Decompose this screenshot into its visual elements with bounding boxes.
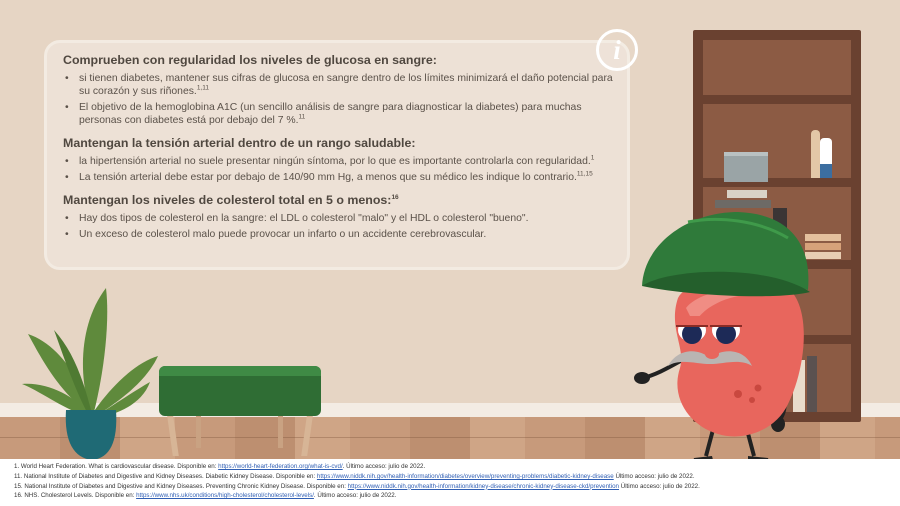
section-heading-cholesterol: Mantengan los niveles de colesterol total en 5 o menos:$^{16}$ xyxy=(63,193,399,207)
reference-link[interactable]: https://www.niddk.nih.gov/health-information/kidney-disease/chronic-kidney-disease-ckd/prevention xyxy=(347,482,619,490)
footnote-1: 1. World Heart Federation. What is cardiovascular disease. Disponible en: https://world-heart-federation.org/what-is-cvd/. Último acceso: julio de 2022. xyxy=(14,463,426,470)
footnote-11: 11. National Institute of Diabetes and Digestive and Kidney Diseases. Diabetic Kidney Disease. Disponible en: https://www.niddk.nih.gov/health-information/diabetes/overview/preventing-problems/diabetic-kidney-disease Último acceso: julio de 2022. xyxy=(14,472,695,480)
section-heading-glucose: Comprueben con regularidad los niveles de glucosa en sangre: xyxy=(63,53,437,67)
bullet-list-blood-pressure xyxy=(63,155,613,184)
bullet-list-cholesterol xyxy=(63,212,613,241)
list-item: • La tensión arterial debe estar por debajo de 140/90 mm Hg, a menos que su médico les indique lo contrario.$^{11,15}$ xyxy=(65,170,593,183)
reference-link[interactable]: https://www.nhs.uk/conditions/high-cholesterol/cholesterol-levels/ xyxy=(136,492,314,500)
list-item: • El objetivo de la hemoglobina A1C (un sencillo análisis de sangre para diagnosticar la diabetes) para muchas personas con diabetes está por debajo del 7 %.$^{11}$ xyxy=(65,102,582,126)
reference-link[interactable]: https://world-heart-federation.org/what-is-cvd/ xyxy=(218,463,343,470)
list-item: • Un exceso de colesterol malo puede provocar un infarto o un accidente cerebrovascular. xyxy=(65,229,487,240)
info-card xyxy=(44,40,630,270)
bullet-list-glucose xyxy=(63,72,613,127)
list-item: • la hipertensión arterial no suele presentar ningún síntoma, por lo que es importante controlarla con regularidad.$^1$ xyxy=(65,154,595,167)
footnote-16: 16. NHS. Cholesterol Levels. Disponible en: https://www.nhs.uk/conditions/high-cholesterol/cholesterol-levels/. Último acceso: julio de 2022. xyxy=(14,492,397,500)
reference-link[interactable]: https://www.niddk.nih.gov/health-information/diabetes/overview/preventing-problems/diabetic-kidney-disease xyxy=(316,472,614,480)
info-icon[interactable]: i xyxy=(596,29,638,71)
references-footnotes xyxy=(0,459,900,506)
list-item: • si tienen diabetes, mantener sus cifras de glucosa en sangre dentro de los límites minimizará el daño potencial para su corazón y sus riñones.$^{1,11}$ xyxy=(65,73,613,97)
potted-plant-illustration xyxy=(18,282,168,462)
kidney-character-illustration xyxy=(628,208,818,466)
footnote-15: 15. National Institute of Diabetes and Digestive and Kidney Diseases. Preventing Chronic Kidney Disease. Disponible en: https://www.niddk.nih.gov/health-information/kidney-disease/chronic-kidney-disease-ckd/prevention Último acceso: julio de 2022. xyxy=(14,482,700,490)
section-heading-blood-pressure: Mantengan la tensión arterial dentro de un rango saludable: xyxy=(63,136,416,150)
list-item: • Hay dos tipos de colesterol en la sangre: el LDL o colesterol "malo" y el HDL o colesterol "bueno". xyxy=(65,213,529,224)
